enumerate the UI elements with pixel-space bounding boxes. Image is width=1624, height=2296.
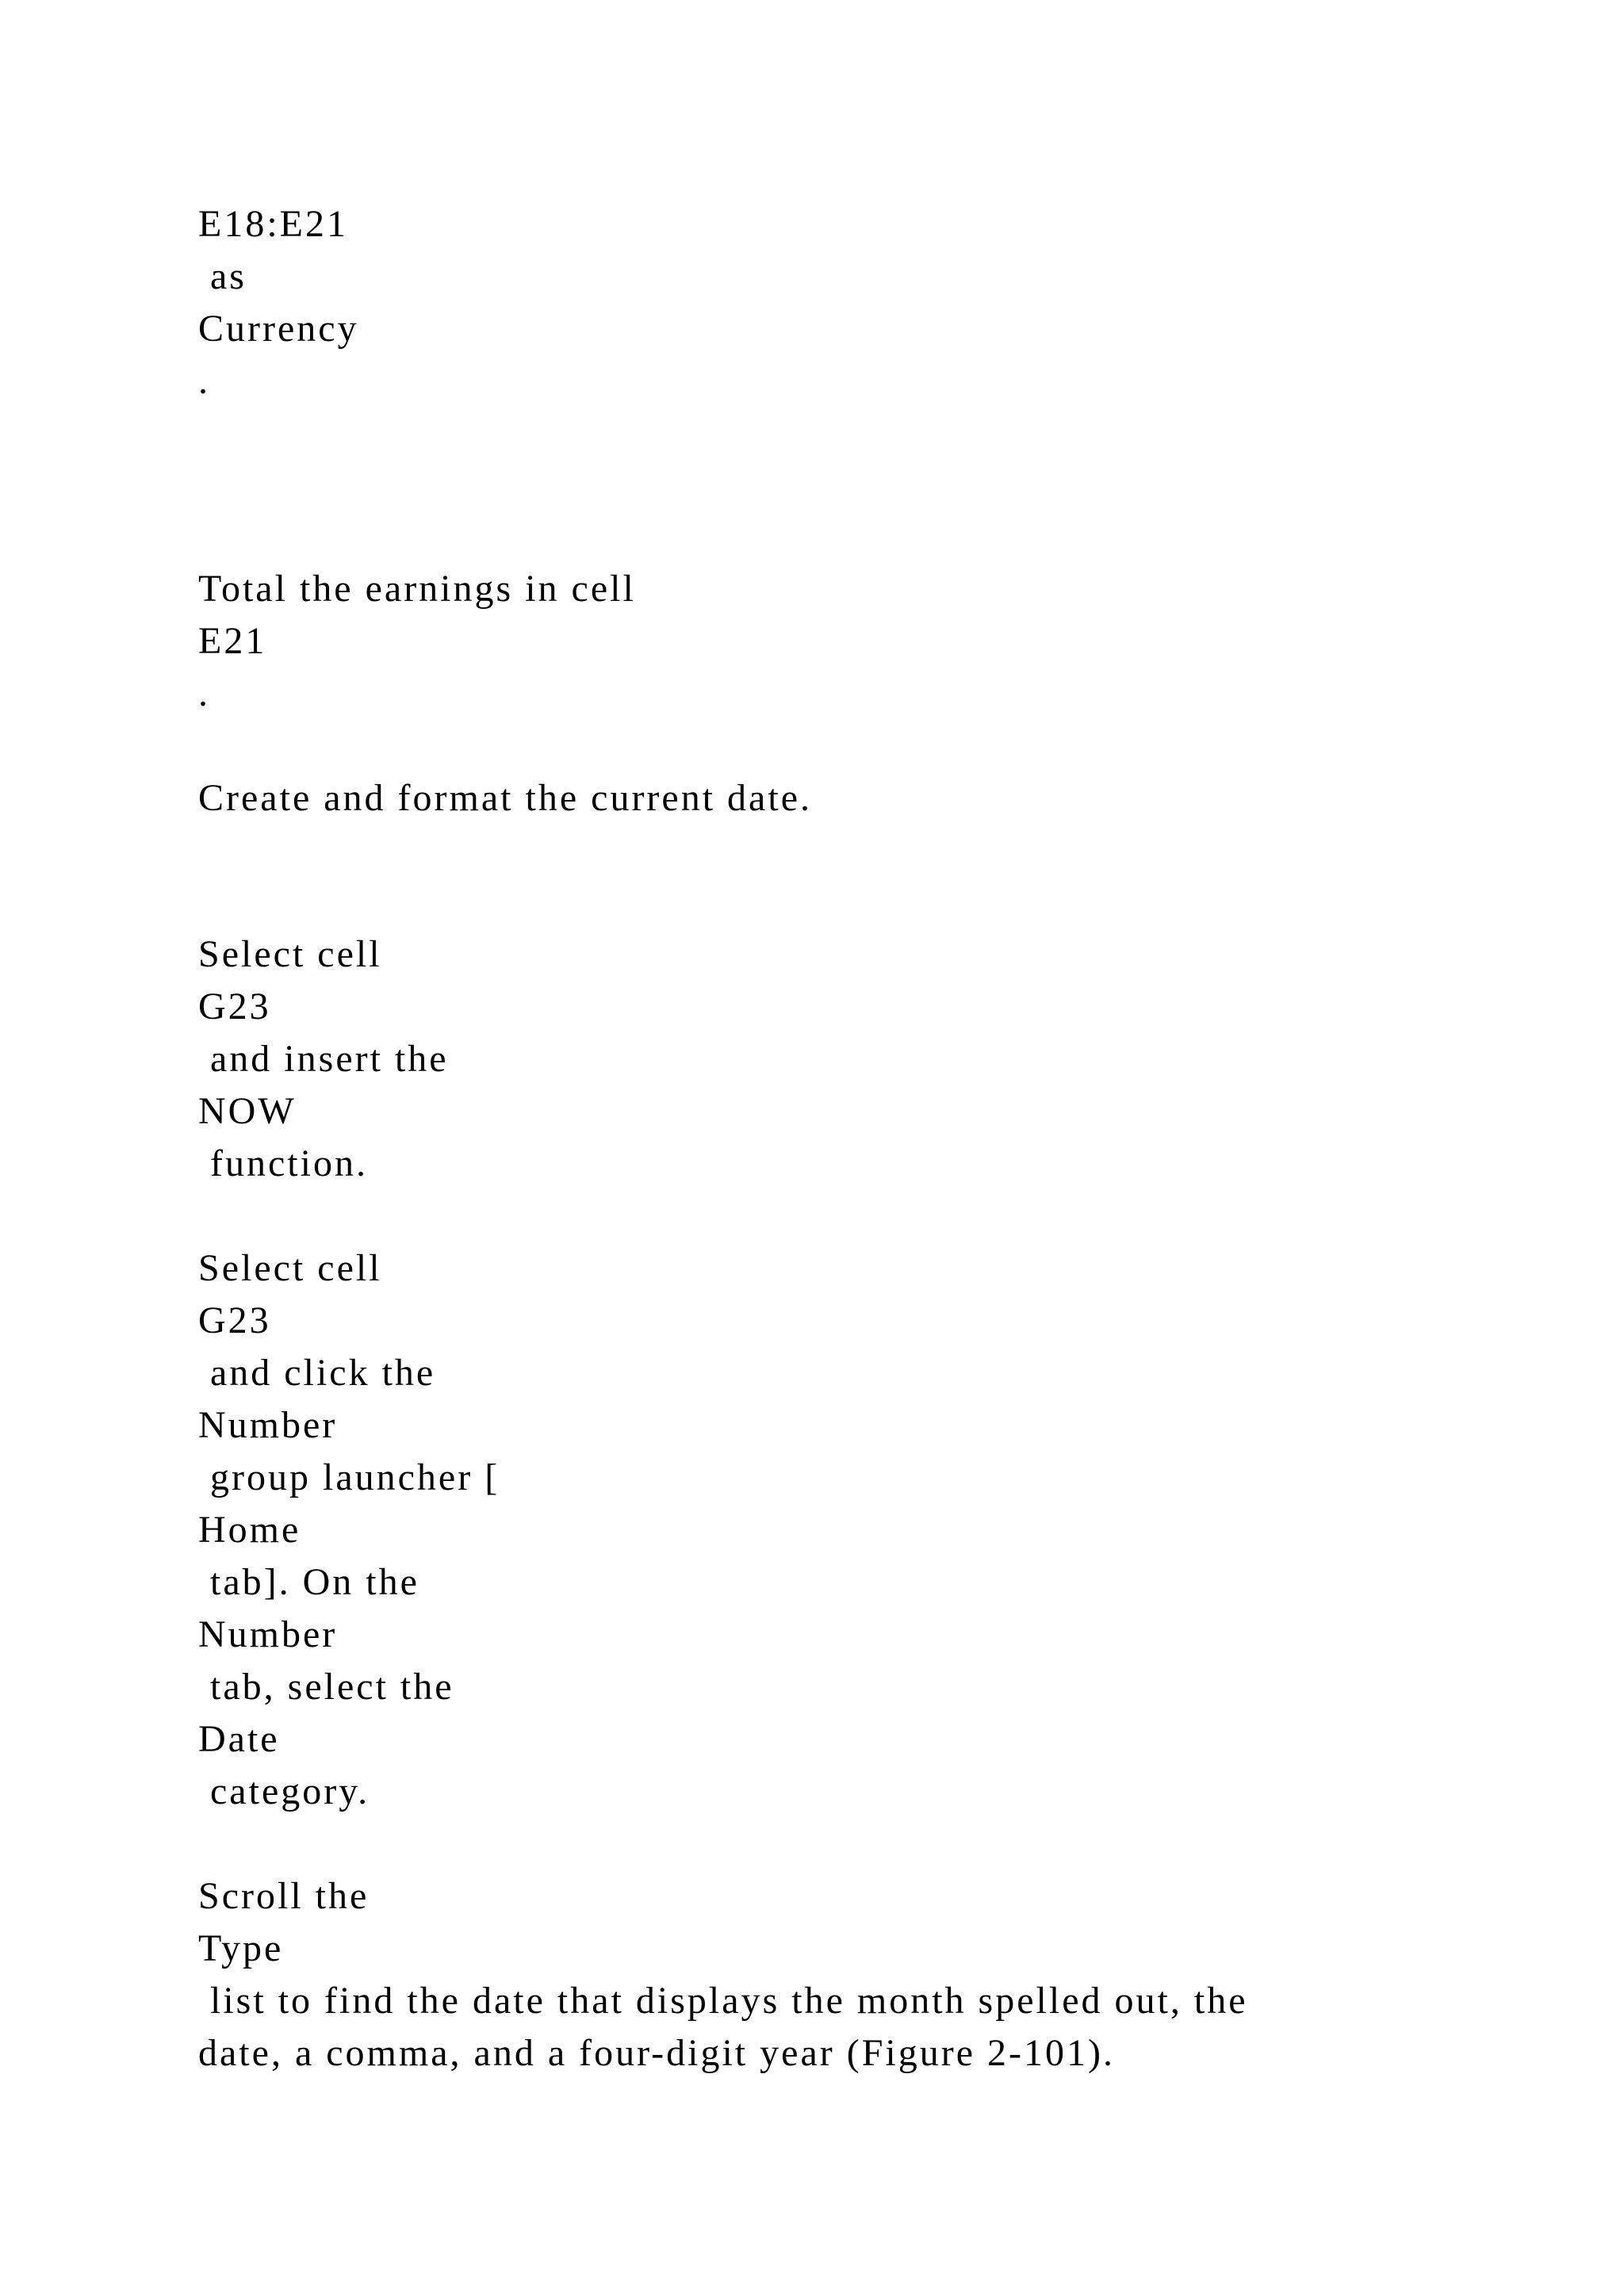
text-line: G23 — [198, 985, 271, 1027]
text-line: date, a comma, and a four-digit year (Figure 2-101). — [198, 2032, 1116, 2074]
text-line: NOW — [198, 1090, 297, 1132]
text-line: . — [198, 672, 210, 714]
text-line: Type — [198, 1927, 284, 1969]
text-line: Home — [198, 1509, 301, 1551]
text-line: Create and format the current date. — [198, 777, 812, 819]
text-line: tab]. On the — [198, 1561, 419, 1603]
text-line: list to find the date that displays the month spelled out, the — [198, 1980, 1248, 2022]
text-line: tab, select the — [198, 1666, 454, 1708]
text-line: . — [198, 360, 210, 402]
text-line: as — [198, 255, 247, 297]
text-line: Select cell — [198, 1247, 382, 1289]
text-line: E18:E21 — [198, 203, 348, 245]
text-line: Currency — [198, 308, 359, 350]
text-line: Date — [198, 1718, 280, 1760]
text-line: Number — [198, 1613, 338, 1655]
text-line: and click the — [198, 1352, 436, 1394]
text-line: group launcher [ — [198, 1456, 500, 1498]
text-line: Scroll the — [198, 1875, 370, 1917]
text-line: Number — [198, 1404, 338, 1446]
text-line: E21 — [198, 620, 267, 662]
text-line: function. — [198, 1142, 368, 1184]
text-line: G23 — [198, 1299, 271, 1341]
text-line: category. — [198, 1770, 370, 1812]
text-line: and insert the — [198, 1038, 449, 1080]
text-line: Total the earnings in cell — [198, 568, 636, 610]
text-line: Select cell — [198, 933, 382, 975]
